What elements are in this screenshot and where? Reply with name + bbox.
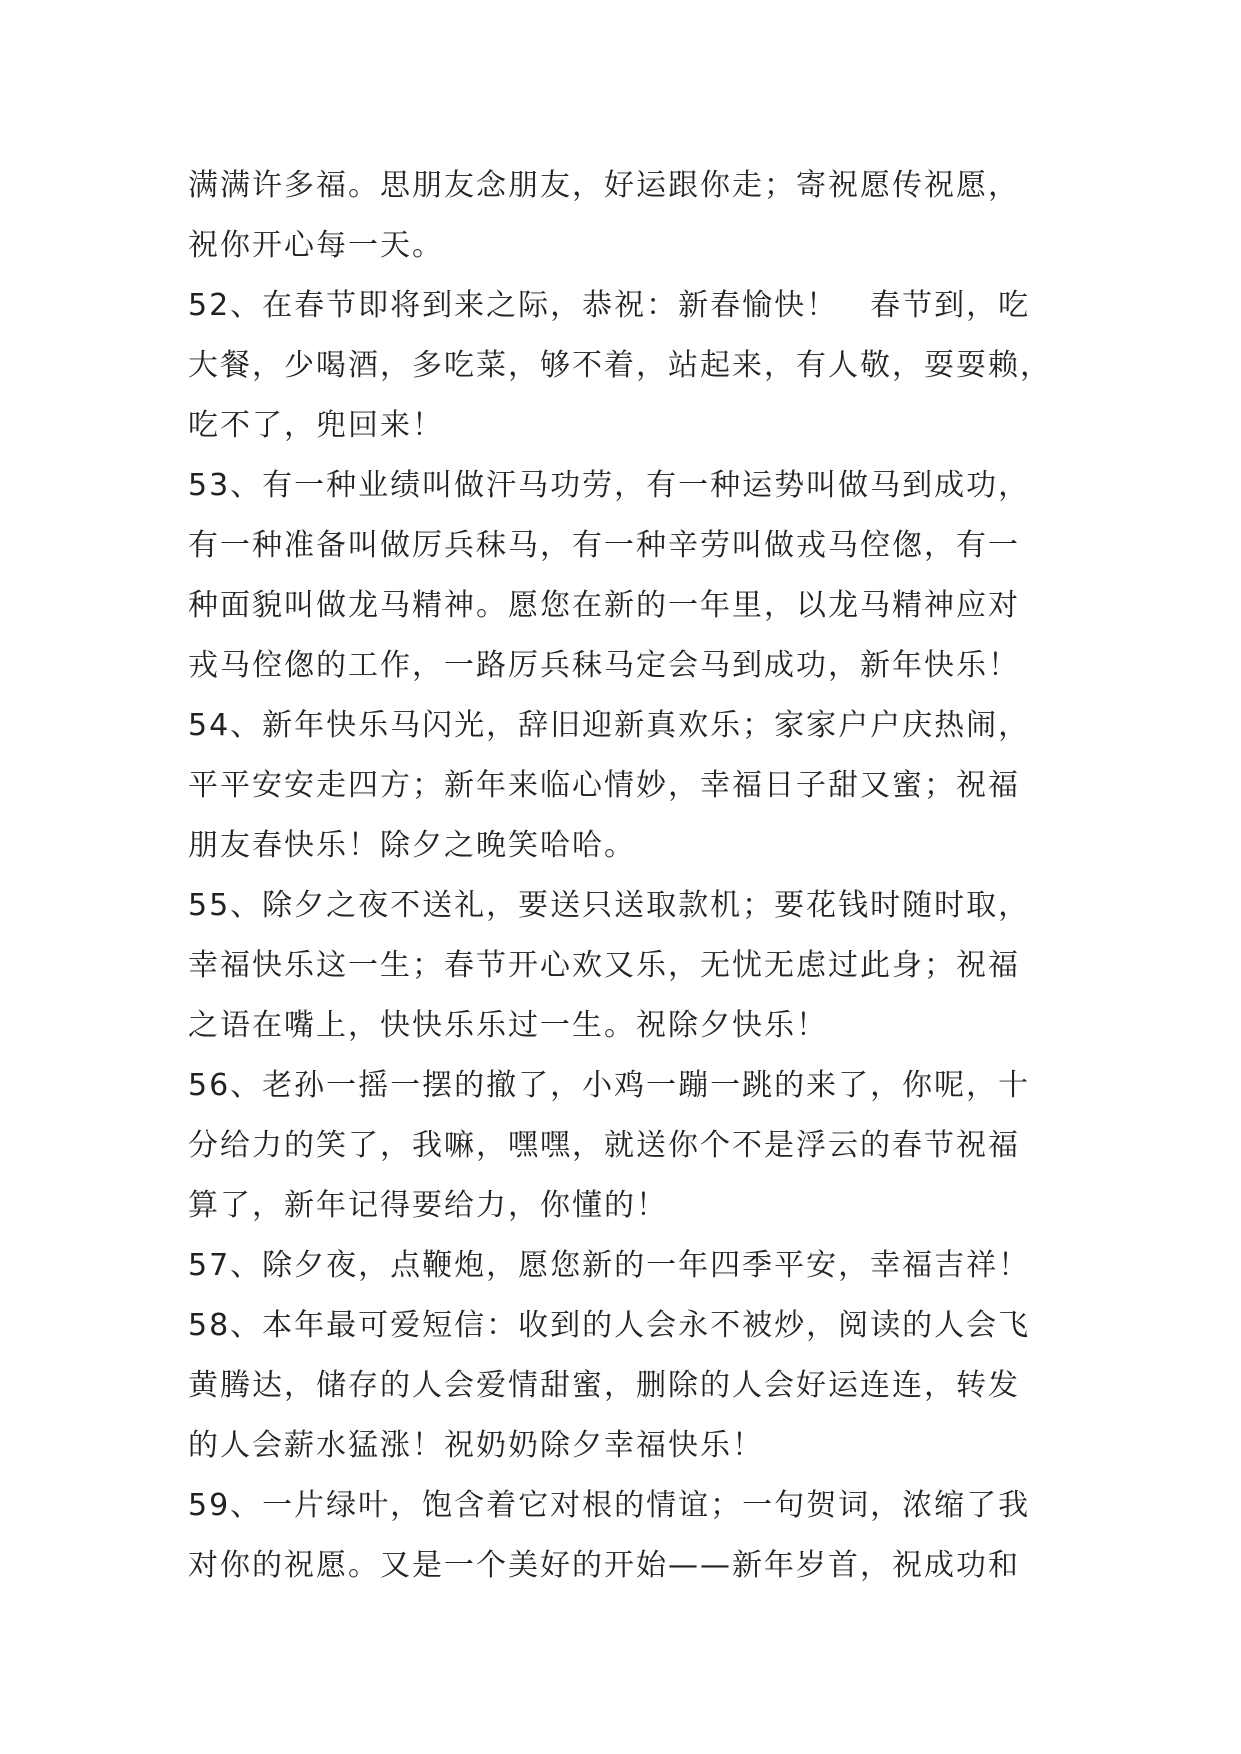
text-line: 算了，新年记得要给力，你懂的！ [188,1188,668,1223]
text-line: 祝你开心每一天。 [188,228,444,263]
text-line: 分给力的笑了，我嘛，嘿嘿，就送你个不是浮云的春节祝福 [188,1128,1020,1163]
text-line: 黄腾达，储存的人会爱情甜蜜，删除的人会好运连连，转发 [188,1368,1020,1403]
text-line: 幸福快乐这一生；春节开心欢又乐，无忧无虑过此身；祝福 [188,948,1020,983]
text-line: 平平安安走四方；新年来临心情妙，幸福日子甜又蜜；祝福 [188,768,1020,803]
text-line: 53、有一种业绩叫做汗马功劳，有一种运势叫做马到成功， [188,468,1031,503]
document-body [188,156,1068,1596]
text-line: 59、一片绿叶，饱含着它对根的情谊；一句贺词，浓缩了我 [188,1488,1031,1523]
text-line: 54、新年快乐马闪光，辞旧迎新真欢乐；家家户户庆热闹， [188,708,1031,743]
text-line: 戎马倥偬的工作，一路厉兵秣马定会马到成功，新年快乐！ [188,648,1020,683]
text-line: 58、本年最可爱短信：收到的人会永不被炒，阅读的人会飞 [188,1308,1031,1343]
text-line: 之语在嘴上，快快乐乐过一生。祝除夕快乐！ [188,1008,828,1043]
text-line: 的人会薪水猛涨！祝奶奶除夕幸福快乐！ [188,1428,764,1463]
text-line: 满满许多福。思朋友念朋友，好运跟你走；寄祝愿传祝愿， [188,168,1020,203]
text-line: 吃不了，兜回来！ [188,408,444,443]
text-line: 有一种准备叫做厉兵秣马，有一种辛劳叫做戎马倥偬，有一 [188,528,1020,563]
text-line: 对你的祝愿。又是一个美好的开始——新年岁首，祝成功和 [188,1548,1020,1583]
text-line: 55、除夕之夜不送礼，要送只送取款机；要花钱时随时取， [188,888,1031,923]
text-line: 种面貌叫做龙马精神。愿您在新的一年里，以龙马精神应对 [188,588,1020,623]
text-line: 朋友春快乐！除夕之晚笑哈哈。 [188,828,636,863]
text-line: 56、老孙一摇一摆的撤了，小鸡一蹦一跳的来了，你呢，十 [188,1068,1031,1103]
text-line: 大餐，少喝酒，多吃菜，够不着，站起来，有人敬，耍耍赖， [188,348,1052,383]
text-line: 52、在春节即将到来之际，恭祝：新春愉快！ 春节到，吃 [188,288,1031,323]
text-line: 57、除夕夜，点鞭炮，愿您新的一年四季平安，幸福吉祥！ [188,1248,1031,1283]
